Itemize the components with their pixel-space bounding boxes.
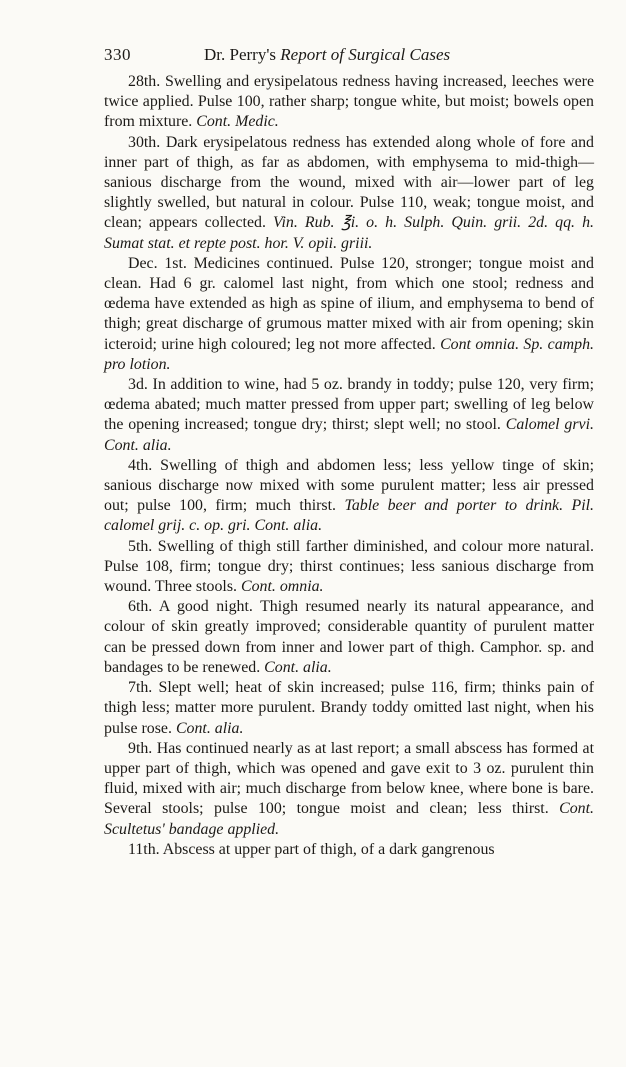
entry-text: 7th. Slept well; heat of skin increased; pulse 116, firm; thinks pain of thigh less; matter more purulent. Brandy toddy omitted last night, when his pulse rose. [104, 679, 594, 737]
page-number: 330 [104, 45, 131, 64]
page-header [104, 44, 594, 66]
entry-text: 6th. A good night. Thigh resumed nearly its natural appearance, and colour of skin greatly improved; considerable quantity of purulent matter can be pressed down from inner and lower part of thigh. Camphor. sp. and bandages to be renewed. [104, 598, 594, 676]
entry-9th [104, 739, 594, 840]
entry-6th [104, 597, 594, 678]
entry-prescription: Cont. alia. [175, 719, 244, 737]
entry-prescription: Cont. alia. [264, 658, 332, 676]
entry-30th [104, 133, 594, 254]
entry-7th [104, 678, 594, 739]
entry-text: 3d. In addition to wine, had 5 oz. brandy in toddy; pulse 120, very firm; œdema abated; much matter pressed from upper part; swelling of leg below the opening increased; tongue dry; thirst; slept well; no stool. [104, 376, 594, 434]
entry-prescription: Cont omnia. Sp. camph. pro lotion. [104, 335, 594, 373]
body-text [104, 72, 594, 860]
entry-prescription: Table beer and porter to drink. Pil. calomel grij. c. op. gri. Cont. alia. [104, 497, 594, 535]
entry-text: Dec. 1st. Medicines continued. Pulse 120, stronger; tongue moist and clean. Had 6 gr. calomel last night, from which one stool; redness and œdema have extended as high as spine of ilium, and emphysema to bend of thigh; great discharge of grumous matter mixed with air from opening; skin icteroid; urine high coloured; leg not more affected. [104, 254, 594, 353]
entry-3d [104, 375, 594, 456]
running-head-author: Dr. Perry's [204, 45, 277, 64]
entry-text: 11th. Abscess at upper part of thigh, of a dark gangrenous [128, 840, 495, 858]
entry-prescription: Cont. Scultetus' bandage applied. [104, 800, 594, 838]
running-head-title: Report of Surgical Cases [280, 45, 451, 64]
entry-text: 28th. Swelling and erysipelatous redness having increased, leeches were twice applied. Pulse 100, rather sharp; tongue white, but moist; bowels open from mixture. [104, 73, 594, 131]
entry-prescription: Cont. Medic. [196, 113, 279, 131]
entry-4th [104, 456, 594, 537]
entry-text: 30th. Dark erysipelatous redness has extended along whole of fore and inner part of thigh, as far as abdomen, with emphysema to mid-thigh—sanious discharge from the wound, mixed with air—lower part of leg slightly swelled, but natural in colour. Pulse 110, weak; tongue moist, and clean; appears collected. [104, 133, 594, 232]
entry-text: 4th. Swelling of thigh and abdomen less; less yellow tinge of skin; sanious discharge now mixed with some purulent matter; less air pressed out; pulse 100, firm; much thirst. [104, 456, 594, 515]
entry-dec-1st [104, 254, 594, 375]
entry-28th [104, 72, 594, 133]
entry-prescription: Cont. omnia. [240, 578, 324, 596]
running-head [204, 44, 450, 66]
entry-prescription: Calomel grvi. Cont. alia. [104, 416, 594, 454]
entry-text: 9th. Has continued nearly as at last report; a small abscess has formed at upper part of thigh, which was opened and gave exit to 3 oz. purulent thin fluid, mixed with air; much discharge from below knee, where bone is bare. Several stools; pulse 100; tongue moist and clean; less thirst. [104, 739, 594, 818]
entry-11th [104, 840, 594, 860]
entry-prescription: Vin. Rub. ℥i. o. h. Sulph. Quin. grii. 2d. qq. h. Sumat stat. et repte post. hor. V. opii. griii. [104, 214, 594, 252]
entry-5th [104, 537, 594, 598]
entry-text: 5th. Swelling of thigh still farther diminished, and colour more natural. Pulse 108, firm; tongue dry; thirst continues; less sanious discharge from wound. Three stools. [104, 537, 594, 596]
